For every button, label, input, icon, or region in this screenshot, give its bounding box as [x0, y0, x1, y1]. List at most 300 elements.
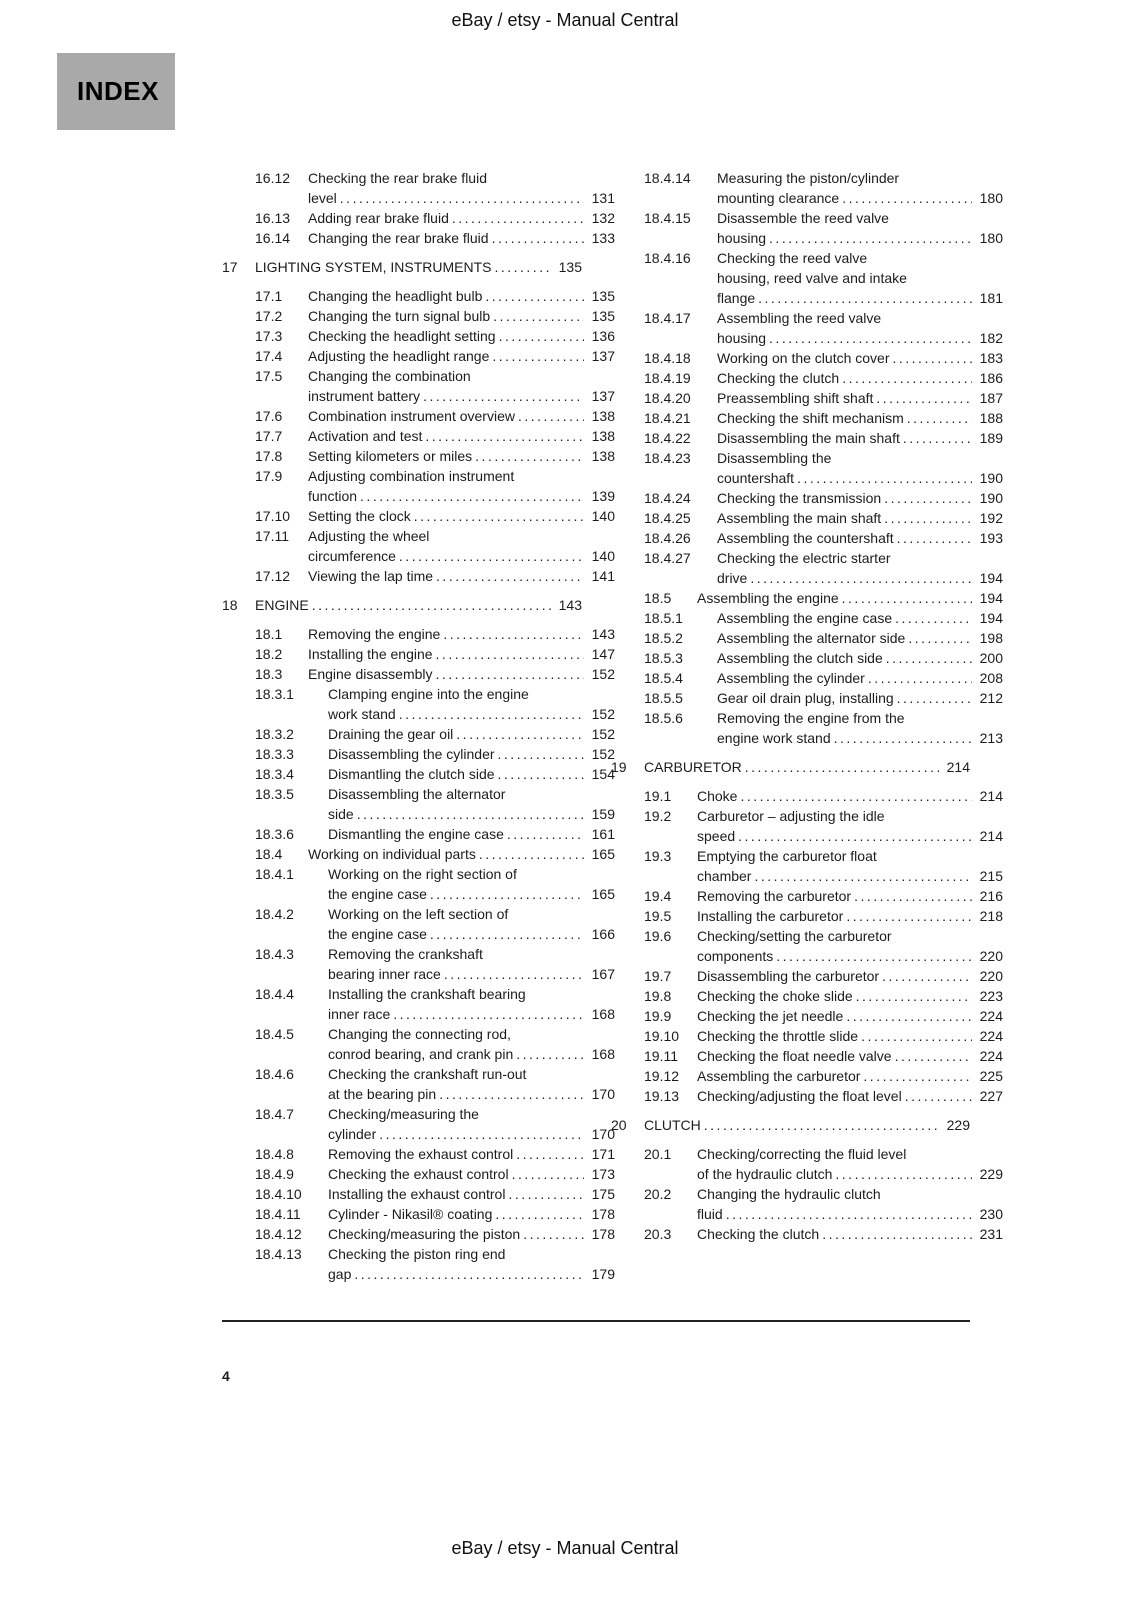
- toc-entry: [611, 846, 1003, 886]
- toc-entry-line: [222, 566, 615, 586]
- toc-entry-line: [611, 508, 1003, 528]
- toc-entry-title: Checking the rear brake fluid: [308, 170, 487, 186]
- toc-entry-title: the engine case: [328, 886, 427, 902]
- toc-entry-page: 225: [979, 1068, 1003, 1084]
- toc-entry: [611, 608, 1003, 628]
- toc-entry: [611, 508, 1003, 528]
- dot-leader: [882, 966, 972, 986]
- toc-entry: [611, 786, 1003, 806]
- toc-entry-page: 215: [979, 868, 1003, 884]
- toc-entry-number: 20.2: [644, 1186, 672, 1202]
- toc-entry-page: 152: [591, 746, 615, 762]
- toc-entry-page: 136: [591, 328, 615, 344]
- dot-leader: [863, 1066, 972, 1086]
- toc-entry-page: 137: [591, 388, 615, 404]
- dot-leader: [884, 508, 972, 528]
- toc-entry-line: [222, 526, 615, 546]
- toc-entry-title: Installing the engine: [308, 646, 433, 662]
- toc-entry-line: [222, 684, 615, 704]
- toc-entry-title: Preassembling shift shaft: [717, 390, 874, 406]
- toc-entry-line: [222, 904, 615, 924]
- toc-entry: [222, 346, 615, 366]
- toc-entry-line: [611, 926, 1003, 946]
- toc-entry: [222, 644, 615, 664]
- toc-entry-line: [222, 1044, 615, 1064]
- toc-entry: [611, 926, 1003, 966]
- toc-entry-line: [611, 548, 1003, 568]
- toc-entry: [611, 688, 1003, 708]
- toc-entry-title: Viewing the lap time: [308, 568, 434, 584]
- toc-entry-title: Checking the headlight setting: [308, 328, 496, 344]
- toc-entry-number: 18.4.11: [255, 1206, 301, 1222]
- toc-entry-number: 17: [222, 259, 238, 275]
- toc-entry-page: 229: [946, 1117, 970, 1133]
- dot-leader: [835, 1164, 972, 1184]
- dot-leader: [516, 1144, 584, 1164]
- toc-entry-line: [611, 588, 1003, 608]
- toc-entry-number: 18.3.2: [255, 726, 294, 742]
- page-number: 4: [222, 1368, 230, 1384]
- toc-entry-line: [222, 546, 615, 566]
- toc-entry: [222, 1144, 615, 1164]
- toc-entry-title: Checking the exhaust control: [328, 1166, 509, 1182]
- toc-entry-page: 152: [591, 726, 615, 742]
- toc-entry-page: 154: [591, 766, 615, 782]
- toc-entry-line: [222, 624, 615, 644]
- toc-entry-number: 18.4.13: [255, 1246, 302, 1262]
- toc-entry-title: Changing the turn signal bulb: [308, 308, 491, 324]
- toc-entry: [222, 426, 615, 446]
- toc-entry-title: Removing the engine: [308, 626, 441, 642]
- dot-leader: [456, 724, 584, 744]
- toc-entry-line: [222, 644, 615, 664]
- dot-leader: [846, 1006, 972, 1026]
- toc-entry-page: 192: [979, 510, 1003, 526]
- dot-leader: [895, 1046, 972, 1066]
- toc-entry-number: 18.5.2: [644, 630, 683, 646]
- dot-leader: [354, 1264, 584, 1284]
- toc-entry: [611, 308, 1003, 348]
- toc-entry-line: [611, 966, 1003, 986]
- toc-entry-title: Assembling the carburetor: [697, 1068, 861, 1084]
- toc-entry-line: [611, 368, 1003, 388]
- toc-entry: [611, 488, 1003, 508]
- dot-leader: [834, 728, 972, 748]
- toc-entry-number: 18.4.7: [255, 1106, 294, 1122]
- toc-entry: [611, 348, 1003, 368]
- toc-entry-number: 18: [222, 597, 238, 613]
- toc-entry-line: [611, 886, 1003, 906]
- dot-leader: [493, 306, 584, 326]
- dot-leader: [379, 1124, 584, 1144]
- toc-entry-title: Draining the gear oil: [328, 726, 454, 742]
- dot-leader: [518, 406, 584, 426]
- toc-entry-number: 18.3.3: [255, 746, 294, 762]
- toc-entry: [222, 684, 615, 724]
- toc-entry: [611, 1086, 1003, 1106]
- toc-entry: [611, 368, 1003, 388]
- dot-leader: [776, 946, 972, 966]
- dot-leader: [740, 786, 972, 806]
- toc-entry-title: conrod bearing, and crank pin: [328, 1046, 514, 1062]
- toc-entry-line: [222, 664, 615, 684]
- toc-entry-number: 19.4: [644, 888, 672, 904]
- toc-entry-title: Checking the throttle slide: [697, 1028, 859, 1044]
- toc-entry-title: level: [308, 190, 337, 206]
- toc-entry-number: 18.4.20: [644, 390, 691, 406]
- toc-entry: [222, 446, 615, 466]
- toc-entry-title: Checking the shift mechanism: [717, 410, 904, 426]
- toc-entry-number: 18.4.12: [255, 1226, 302, 1242]
- dot-leader: [797, 468, 972, 488]
- dot-leader: [884, 488, 972, 508]
- toc-entry-title: gap: [328, 1266, 352, 1282]
- toc-entry-title: countershaft: [717, 470, 795, 486]
- toc-entry-title: CARBURETOR: [644, 759, 742, 775]
- toc-entry-page: 135: [591, 308, 615, 324]
- toc-entry-line: [222, 257, 582, 277]
- toc-entry-number: 18.4.1: [255, 866, 294, 882]
- toc-entry: [611, 1224, 1003, 1244]
- toc-entry-title: Gear oil drain plug, installing: [717, 690, 894, 706]
- toc-entry-title: Installing the carburetor: [697, 908, 844, 924]
- index-label: INDEX: [77, 76, 159, 106]
- toc-entry-title: Dismantling the engine case: [328, 826, 504, 842]
- toc-entry-number: 18.4.2: [255, 906, 294, 922]
- toc-entry-number: 17.10: [255, 508, 291, 524]
- toc-entry: [611, 1006, 1003, 1026]
- toc-entry-page: 168: [591, 1006, 615, 1022]
- toc-entry-line: [222, 724, 615, 744]
- toc-entry-title: side: [328, 806, 354, 822]
- toc-entry: [222, 984, 615, 1024]
- toc-entry: [222, 624, 615, 644]
- toc-entry: [611, 208, 1003, 248]
- toc-entry-line: [222, 286, 615, 306]
- toc-entry-title: cylinder: [328, 1126, 377, 1142]
- toc-entry-title: Assembling the clutch side: [717, 650, 883, 666]
- toc-entry-number: 17.11: [255, 528, 289, 544]
- toc-entry-title: Working on the clutch cover: [717, 350, 890, 366]
- toc-entry: [222, 664, 615, 684]
- dot-leader: [876, 388, 972, 408]
- toc-entry-number: 18.3.6: [255, 826, 294, 842]
- toc-entry-line: [222, 506, 615, 526]
- dot-leader: [475, 446, 584, 466]
- dot-leader: [425, 426, 584, 446]
- toc-entry-number: 18.4.17: [644, 310, 691, 326]
- toc-entry-line: [222, 426, 615, 446]
- toc-entry-line: [222, 228, 615, 248]
- toc-entry-number: 18.4.21: [644, 410, 691, 426]
- dot-leader: [842, 368, 972, 388]
- toc-entry-line: [222, 446, 615, 466]
- toc-entry: [611, 1026, 1003, 1046]
- toc-entry-page: 171: [591, 1146, 615, 1162]
- dot-leader: [846, 906, 972, 926]
- toc-chapter-entry: [222, 257, 582, 277]
- toc-entry-number: 17.8: [255, 448, 283, 464]
- toc-entry-line: [611, 906, 1003, 926]
- toc-entry-number: 19.2: [644, 808, 672, 824]
- toc-entry-title: Changing the connecting rod,: [328, 1026, 511, 1042]
- toc-entry: [611, 528, 1003, 548]
- dot-leader: [750, 568, 972, 588]
- toc-entry-line: [222, 168, 615, 188]
- toc-entry-title: Changing the combination: [308, 368, 471, 384]
- toc-entry-title: Disassembling the main shaft: [717, 430, 900, 446]
- toc-entry-page: 170: [591, 1126, 615, 1142]
- toc-entry-line: [222, 784, 615, 804]
- toc-entry-line: [611, 648, 1003, 668]
- dot-leader: [507, 824, 584, 844]
- toc-entry-title: Checking the crankshaft run-out: [328, 1066, 527, 1082]
- toc-entry: [222, 306, 615, 326]
- toc-entry-page: 212: [979, 690, 1003, 706]
- dot-leader: [498, 744, 584, 764]
- toc-entry-number: 18.5.1: [644, 610, 683, 626]
- dot-leader: [312, 595, 551, 615]
- toc-entry-title: housing: [717, 230, 767, 246]
- toc-entry-title: Cylinder - Nikasil® coating: [328, 1206, 493, 1222]
- toc-entry-title: Removing the exhaust control: [328, 1146, 514, 1162]
- toc-entry-number: 18.4: [255, 846, 283, 862]
- toc-entry: [222, 744, 615, 764]
- toc-entry-number: 18.4.16: [644, 250, 691, 266]
- toc-entry-page: 181: [979, 290, 1003, 306]
- toc-entry-title: Assembling the countershaft: [717, 530, 894, 546]
- toc-entry-number: 17.6: [255, 408, 283, 424]
- toc-entry: [222, 1104, 615, 1144]
- toc-entry-number: 18.3: [255, 666, 283, 682]
- toc-entry: [222, 844, 615, 864]
- toc-entry-number: 17.2: [255, 308, 283, 324]
- toc-entry: [611, 408, 1003, 428]
- toc-entry-title: Engine disassembly: [308, 666, 433, 682]
- dot-leader: [704, 1115, 939, 1135]
- toc-entry-number: 18.5.6: [644, 710, 683, 726]
- toc-entry-number: 20.1: [644, 1146, 672, 1162]
- toc-entry-title: circumference: [308, 548, 396, 564]
- toc-entry-number: 19.8: [644, 988, 672, 1004]
- toc-entry-line: [222, 346, 615, 366]
- toc-entry-number: 18.4.26: [644, 530, 691, 546]
- toc-entry-line: [611, 228, 1003, 248]
- toc-entry-title: chamber: [697, 868, 752, 884]
- toc-entry-number: 18.4.24: [644, 490, 691, 506]
- toc-entry-line: [611, 1204, 1003, 1224]
- toc-entry-line: [611, 1006, 1003, 1026]
- toc-entry-number: 18.4.3: [255, 946, 294, 962]
- toc-entry: [222, 506, 615, 526]
- toc-entry-line: [611, 1086, 1003, 1106]
- toc-entry-title: Checking the piston ring end: [328, 1246, 506, 1262]
- dot-leader: [414, 506, 584, 526]
- toc-entry-line: [222, 1024, 615, 1044]
- toc-entry-page: 198: [979, 630, 1003, 646]
- toc-entry-title: Choke: [697, 788, 738, 804]
- toc-entry-line: [611, 408, 1003, 428]
- toc-entry-number: 17.9: [255, 468, 283, 484]
- toc-entry-title: ENGINE: [255, 597, 309, 613]
- dot-leader: [436, 644, 584, 664]
- toc-entry: [611, 886, 1003, 906]
- toc-entry: [611, 668, 1003, 688]
- toc-entry-line: [222, 406, 615, 426]
- toc-entry-title: Working on the left section of: [328, 906, 509, 922]
- toc-entry-page: 224: [979, 1048, 1003, 1064]
- dot-leader: [508, 1184, 584, 1204]
- toc-entry-page: 170: [591, 1086, 615, 1102]
- dot-leader: [745, 757, 939, 777]
- toc-entry-line: [611, 866, 1003, 886]
- toc-entry: [222, 864, 615, 904]
- toc-entry-number: 18.4.5: [255, 1026, 294, 1042]
- toc-entry-line: [611, 348, 1003, 368]
- toc-entry-number: 19.6: [644, 928, 672, 944]
- toc-entry-line: [222, 1204, 615, 1224]
- toc-entry: [222, 904, 615, 944]
- toc-entry-line: [222, 944, 615, 964]
- toc-entry-line: [222, 486, 615, 506]
- toc-entry-page: 183: [979, 350, 1003, 366]
- toc-entry: [611, 428, 1003, 448]
- toc-entry: [222, 1064, 615, 1104]
- toc-entry-line: [222, 844, 615, 864]
- toc-entry-page: 194: [979, 610, 1003, 626]
- dot-leader: [430, 884, 584, 904]
- toc-entry: [222, 1244, 615, 1284]
- toc-entry: [611, 648, 1003, 668]
- dot-leader: [856, 986, 972, 1006]
- toc-entry-title: mounting clearance: [717, 190, 840, 206]
- dot-leader: [393, 1004, 584, 1024]
- toc-entry: [611, 588, 1003, 608]
- toc-entry: [222, 366, 615, 406]
- dot-leader: [360, 486, 584, 506]
- toc-entry-line: [611, 468, 1003, 488]
- toc-entry: [222, 824, 615, 844]
- toc-entry-line: [222, 1104, 615, 1124]
- toc-entry-title: LIGHTING SYSTEM, INSTRUMENTS: [255, 259, 492, 275]
- toc-entry-number: 19.5: [644, 908, 672, 924]
- toc-entry-number: 17.1: [255, 288, 283, 304]
- toc-entry-number: 18.4.22: [644, 430, 691, 446]
- toc-column: [222, 168, 615, 1284]
- dot-leader: [494, 257, 551, 277]
- toc-entry-number: 19: [611, 759, 627, 775]
- dot-leader: [436, 566, 584, 586]
- toc-entry: [222, 566, 615, 586]
- toc-entry-number: 16.13: [255, 210, 291, 226]
- toc-entry: [222, 228, 615, 248]
- toc-entry-line: [222, 884, 615, 904]
- toc-entry-title: instrument battery: [308, 388, 421, 404]
- toc-entry-title: Working on the right section of: [328, 866, 517, 882]
- toc-entry-line: [222, 188, 615, 208]
- toc-entry-page: 220: [979, 948, 1003, 964]
- toc-entry-number: 18.3.4: [255, 766, 294, 782]
- dot-leader: [357, 804, 584, 824]
- toc-entry-page: 175: [591, 1186, 615, 1202]
- toc-entry-line: [222, 1004, 615, 1024]
- dot-leader: [452, 208, 584, 228]
- toc-entry-number: 18.4.6: [255, 1066, 294, 1082]
- toc-entry-title: function: [308, 488, 358, 504]
- toc-entry-line: [611, 946, 1003, 966]
- dot-leader: [905, 1086, 972, 1106]
- toc-entry-page: 139: [591, 488, 615, 504]
- toc-entry-title: Assembling the main shaft: [717, 510, 882, 526]
- toc-entry-number: 17.12: [255, 568, 291, 584]
- toc-entry-title: Assembling the reed valve: [717, 310, 882, 326]
- dot-leader: [758, 288, 972, 308]
- toc-entry-page: 138: [591, 428, 615, 444]
- toc-entry-number: 18.4.4: [255, 986, 294, 1002]
- toc-entry-title: Disassembling the: [717, 450, 832, 466]
- toc-entry-line: [611, 608, 1003, 628]
- dot-leader: [769, 328, 972, 348]
- toc-entry-page: 186: [979, 370, 1003, 386]
- toc-entry-title: Removing the crankshaft: [328, 946, 483, 962]
- toc-entry-title: Carburetor – adjusting the idle: [697, 808, 885, 824]
- toc-entry-page: 216: [979, 888, 1003, 904]
- toc-entry-title: Adjusting the headlight range: [308, 348, 490, 364]
- toc-entry-number: 18.4.25: [644, 510, 691, 526]
- toc-entry-line: [222, 1084, 615, 1104]
- toc-entry: [611, 1184, 1003, 1224]
- toc-entry-page: 143: [558, 597, 582, 613]
- toc-entry-number: 18.5.3: [644, 650, 683, 666]
- toc-entry-number: 19.11: [644, 1048, 678, 1064]
- toc-entry: [222, 208, 615, 228]
- toc-entry-title: Measuring the piston/cylinder: [717, 170, 900, 186]
- toc-entry-line: [222, 924, 615, 944]
- toc-entry-page: 224: [979, 1008, 1003, 1024]
- toc-entry-title: inner race: [328, 1006, 391, 1022]
- toc-entry-page: 194: [979, 590, 1003, 606]
- toc-chapter-entry: [611, 757, 970, 777]
- toc-entry-page: 227: [979, 1088, 1003, 1104]
- toc-entry-number: 17.7: [255, 428, 283, 444]
- dot-leader: [822, 1224, 972, 1244]
- dot-leader: [399, 546, 584, 566]
- toc-entry-page: 167: [591, 966, 615, 982]
- toc-entry-page: 135: [558, 259, 582, 275]
- toc-entry-page: 214: [979, 828, 1003, 844]
- toc-entry-page: 230: [979, 1206, 1003, 1222]
- toc-entry: [222, 1204, 615, 1224]
- toc-entry-number: 19.13: [644, 1088, 680, 1104]
- toc-entry-title: Working on individual parts: [308, 846, 476, 862]
- toc-entry-page: 187: [979, 390, 1003, 406]
- toc-entry-line: [611, 188, 1003, 208]
- toc-entry-title: Removing the engine from the: [717, 710, 905, 726]
- toc-entry-title: Installing the crankshaft bearing: [328, 986, 526, 1002]
- toc-entry: [611, 168, 1003, 208]
- toc-entry-title: Checking the electric starter: [717, 550, 891, 566]
- dot-leader: [498, 764, 584, 784]
- toc-entry-line: [222, 704, 615, 724]
- toc-entry-page: 208: [979, 670, 1003, 686]
- toc-entry: [222, 944, 615, 984]
- toc-entry: [611, 248, 1003, 308]
- toc-entry-line: [222, 824, 615, 844]
- dot-leader: [444, 964, 584, 984]
- toc-entry-line: [222, 964, 615, 984]
- dot-leader: [436, 664, 584, 684]
- toc-entry-line: [611, 328, 1003, 348]
